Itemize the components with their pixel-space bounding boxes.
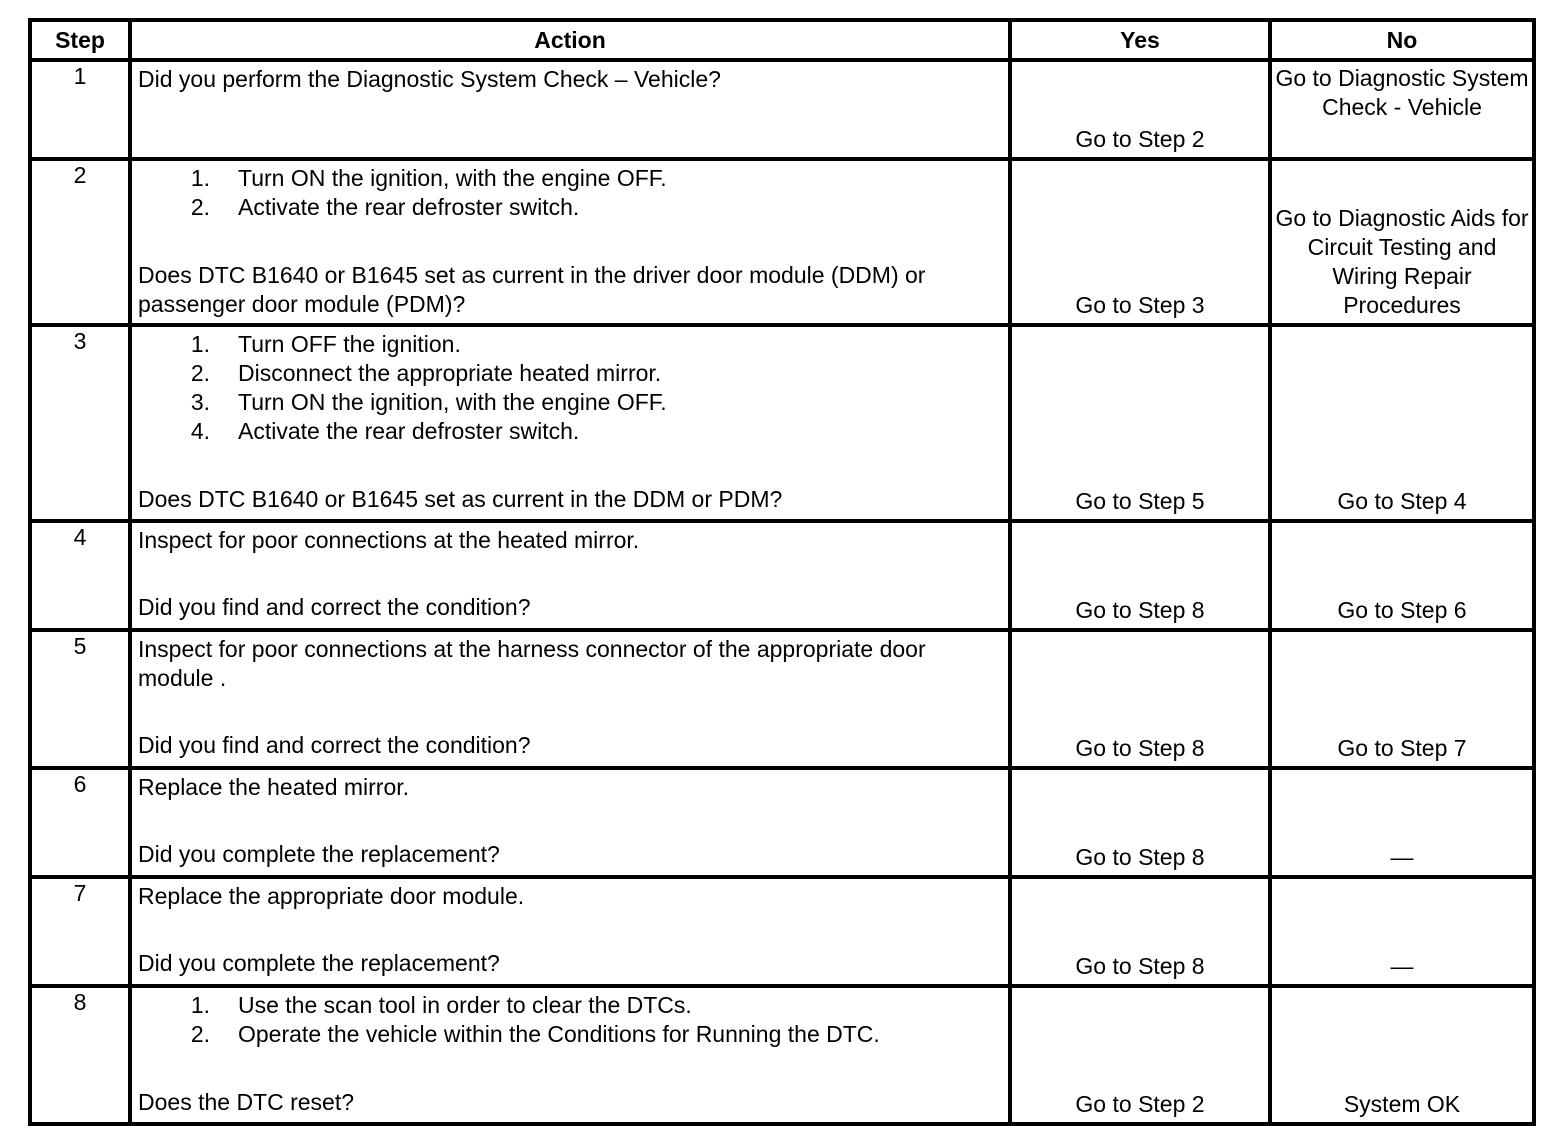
action-text: Inspect for poor connections at the heated mirror. <box>138 527 640 553</box>
no-cell <box>1270 60 1534 159</box>
action-cell <box>130 521 1010 630</box>
yes-result: Go to Step 8 <box>1075 597 1205 623</box>
yes-cell <box>1010 986 1270 1124</box>
diagnostic-table <box>28 18 1536 1126</box>
action-steps-list <box>138 330 1002 446</box>
no-result: System OK <box>1343 1091 1461 1117</box>
action-question: Did you find and correct the condition? <box>138 594 531 620</box>
yes-cell <box>1010 877 1270 986</box>
yes-result: Go to Step 8 <box>1075 735 1205 761</box>
no-result: Go to Step 7 <box>1337 735 1467 761</box>
action-steps-list <box>138 991 1002 1049</box>
list-item: 2. Activate the rear defroster switch. <box>190 194 580 220</box>
table-row <box>30 877 1534 986</box>
yes-result: Go to Step 3 <box>1075 292 1205 318</box>
action-cell <box>130 986 1010 1124</box>
header-row <box>30 20 1534 60</box>
step-number: 5 <box>30 630 130 768</box>
action-text: Inspect for poor connections at the harness connector of the appropriate door module . <box>138 636 926 691</box>
action-steps-list <box>138 164 1002 222</box>
action-cell <box>130 325 1010 521</box>
no-cell <box>1270 768 1534 877</box>
no-result: — <box>1390 844 1414 870</box>
no-result: Go to Diagnostic Aids for Circuit Testing and Wiring Repair Procedures <box>1275 205 1529 318</box>
yes-result: Go to Step 8 <box>1075 953 1205 979</box>
action-cell <box>130 159 1010 325</box>
no-cell <box>1270 630 1534 768</box>
action-question: Did you complete the replacement? <box>138 841 500 867</box>
table-row <box>30 768 1534 877</box>
yes-result: Go to Step 2 <box>1075 1091 1205 1117</box>
step-number: 6 <box>30 768 130 877</box>
table-row <box>30 325 1534 521</box>
header-step: Step <box>30 20 130 60</box>
no-result: Go to Step 4 <box>1337 488 1467 514</box>
action-question: Does DTC B1640 or B1645 set as current in the DDM or PDM? <box>138 486 783 512</box>
list-item: 2. Operate the vehicle within the Conditions for Running the DTC. <box>190 1021 880 1047</box>
action-question: Does the DTC reset? <box>138 1089 355 1115</box>
step-number: 2 <box>30 159 130 325</box>
header-no: No <box>1270 20 1534 60</box>
yes-result: Go to Step 8 <box>1075 844 1205 870</box>
no-result: Go to Diagnostic System Check - Vehicle <box>1275 65 1529 120</box>
header-action: Action <box>130 20 1010 60</box>
action-question: Did you complete the replacement? <box>138 950 500 976</box>
step-number: 1 <box>30 60 130 159</box>
yes-cell <box>1010 159 1270 325</box>
action-cell <box>130 60 1010 159</box>
list-item: 1. Turn ON the ignition, with the engine OFF. <box>190 165 667 191</box>
yes-result: Go to Step 5 <box>1075 488 1205 514</box>
no-cell <box>1270 986 1534 1124</box>
action-cell <box>130 630 1010 768</box>
yes-cell <box>1010 630 1270 768</box>
no-cell <box>1270 877 1534 986</box>
step-number: 3 <box>30 325 130 521</box>
action-cell <box>130 768 1010 877</box>
action-text: Replace the heated mirror. <box>138 774 410 800</box>
no-result: — <box>1390 953 1414 979</box>
list-item: 1. Use the scan tool in order to clear the DTCs. <box>190 992 692 1018</box>
table-row <box>30 986 1534 1124</box>
no-cell <box>1270 159 1534 325</box>
yes-cell <box>1010 325 1270 521</box>
yes-cell <box>1010 521 1270 630</box>
action-text: Replace the appropriate door module. <box>138 883 525 909</box>
table-row <box>30 159 1534 325</box>
step-number: 4 <box>30 521 130 630</box>
table-row <box>30 521 1534 630</box>
no-cell <box>1270 325 1534 521</box>
yes-cell <box>1010 60 1270 159</box>
no-cell <box>1270 521 1534 630</box>
list-item: 2. Disconnect the appropriate heated mirror. <box>190 360 662 386</box>
action-cell <box>130 877 1010 986</box>
no-result: Go to Step 6 <box>1337 597 1467 623</box>
list-item: 3. Turn ON the ignition, with the engine OFF. <box>190 389 667 415</box>
action-question: Did you find and correct the condition? <box>138 732 531 758</box>
action-question: Does DTC B1640 or B1645 set as current in the driver door module (DDM) or passenger door module (PDM)? <box>138 262 926 317</box>
table-row <box>30 60 1534 159</box>
list-item: 4. Activate the rear defroster switch. <box>190 418 580 444</box>
table-row <box>30 630 1534 768</box>
action-text: Did you perform the Diagnostic System Check – Vehicle? <box>138 66 721 92</box>
yes-result: Go to Step 2 <box>1075 126 1205 152</box>
header-yes: Yes <box>1010 20 1270 60</box>
step-number: 7 <box>30 877 130 986</box>
step-number: 8 <box>30 986 130 1124</box>
list-item: 1. Turn OFF the ignition. <box>190 331 461 357</box>
yes-cell <box>1010 768 1270 877</box>
